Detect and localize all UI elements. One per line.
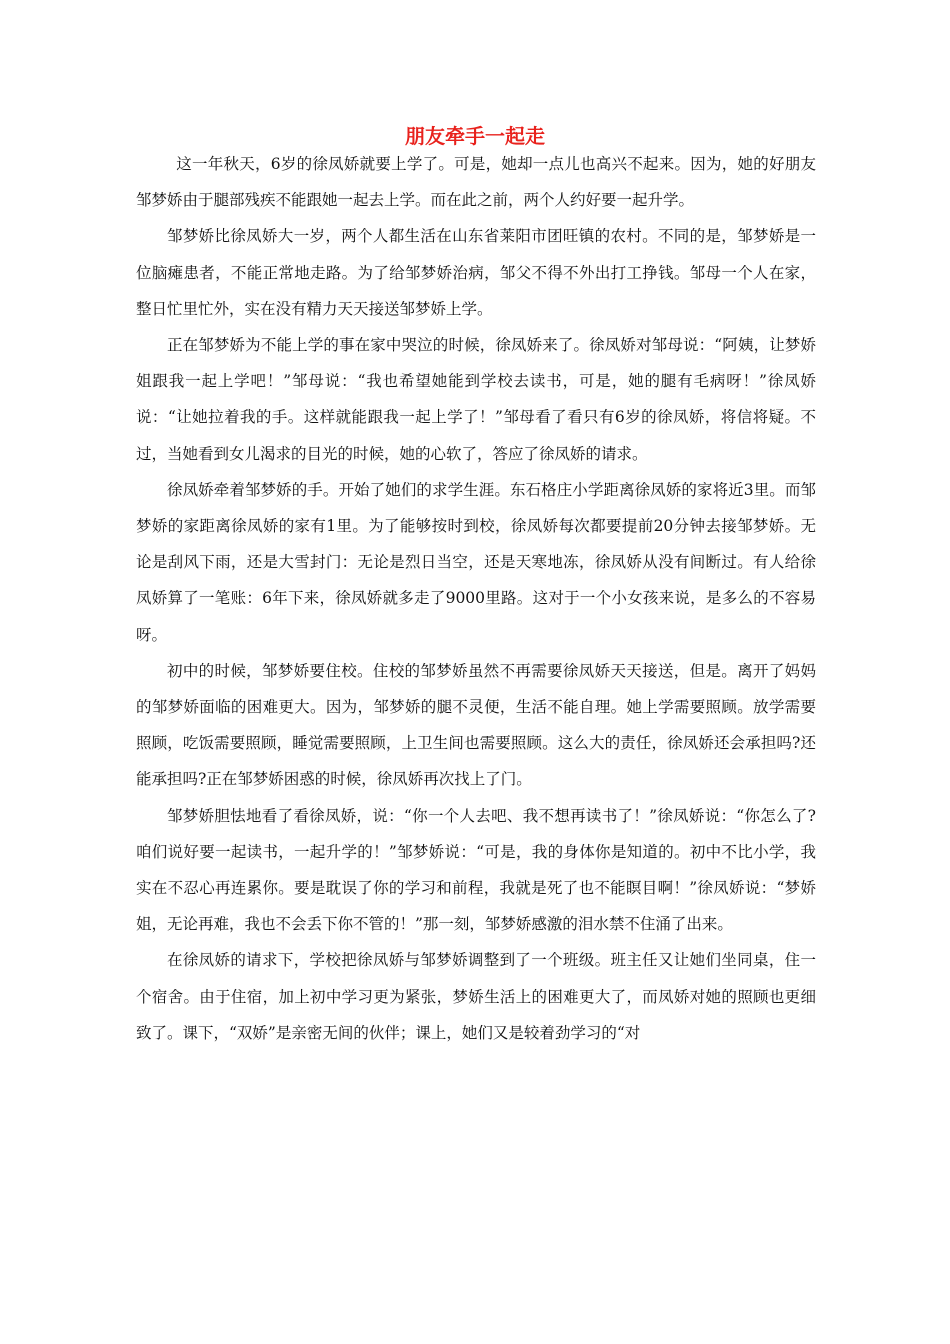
document-title: 朋友牵手一起走 [405,124,545,148]
paragraph: 这一年秋天，6岁的徐凤娇就要上学了。可是，她却一点儿也高兴不起来。因为，她的好朋友邹梦娇由于腿部残疾不能跟她一起去上学。而在此之前，两个人约好要一起升学。 [136,155,816,210]
paragraph: 正在邹梦娇为不能上学的事在家中哭泣的时候，徐凤娇来了。徐凤娇对邹母说：“阿姨，让梦娇姐跟我一起上学吧！”邹母说：“我也希望她能到学校去读书，可是，她的腿有毛病呀！”徐凤娇说：“让她拉着我的手。这样就能跟我一起上学了！”邹母看了看只有6岁的徐凤娇，将信将疑。不过，当她看到女儿渴求的目光的时候，她的心软了，答应了徐凤娇的请求。 [136,336,816,463]
paragraph: 徐凤娇牵着邹梦娇的手。开始了她们的求学生涯。东石格庄小学距离徐凤娇的家将近3里。而邹梦娇的家距离徐凤娇的家有1里。为了能够按时到校，徐凤娇每次都要提前20分钟去接邹梦娇。无论是刮风下雨，还是大雪封门：无论是烈日当空，还是天寒地冻，徐凤娇从没有间断过。有人给徐凤娇算了一笔账：6年下来，徐凤娇就多走了9000里路。这对于一个小女孩来说，是多么的不容易呀。 [136,480,816,644]
paragraph: 邹梦娇比徐凤娇大一岁，两个人都生活在山东省莱阳市团旺镇的农村。不同的是，邹梦娇是一位脑瘫患者，不能正常地走路。为了给邹梦娇治病，邹父不得不外出打工挣钱。邹母一个人在家，整日忙里忙外，实在没有精力天天接送邹梦娇上学。 [136,227,816,318]
paragraph: 初中的时候，邹梦娇要住校。住校的邹梦娇虽然不再需要徐凤娇天天接送，但是。离开了妈妈的邹梦娇面临的困难更大。因为，邹梦娇的腿不灵便，生活不能自理。她上学需要照顾。放学需要照顾，吃饭需要照顾，睡觉需要照顾，上卫生间也需要照顾。这么大的责任，徐凤娇还会承担吗?还能承担吗?正在邹梦娇困惑的时候，徐凤娇再次找上了门。 [136,661,816,789]
paragraph: 邹梦娇胆怯地看了看徐凤娇，说：“你一个人去吧、我不想再读书了！”徐凤娇说：“你怎么了?咱们说好要一起读书，一起升学的！”邹梦娇说：“可是，我的身体你是知道的。初中不比小学，我实在不忍心再连累你。要是耽误了你的学习和前程，我就是死了也不能瞑目啊！”徐凤娇说：“梦娇姐，无论再难，我也不会丢下你不管的！”那一刻，邹梦娇感激的泪水禁不住涌了出来。 [136,806,816,934]
document-body [136,146,816,1051]
paragraph: 在徐凤娇的请求下，学校把徐凤娇与邹梦娇调整到了一个班级。班主任又让她们坐同桌，住一个宿舍。由于住宿，加上初中学习更为紧张，梦娇生活上的困难更大了，而凤娇对她的照顾也更细致了。课下，“双娇”是亲密无间的伙伴；课上，她们又是较着劲学习的“对 [136,951,816,1042]
